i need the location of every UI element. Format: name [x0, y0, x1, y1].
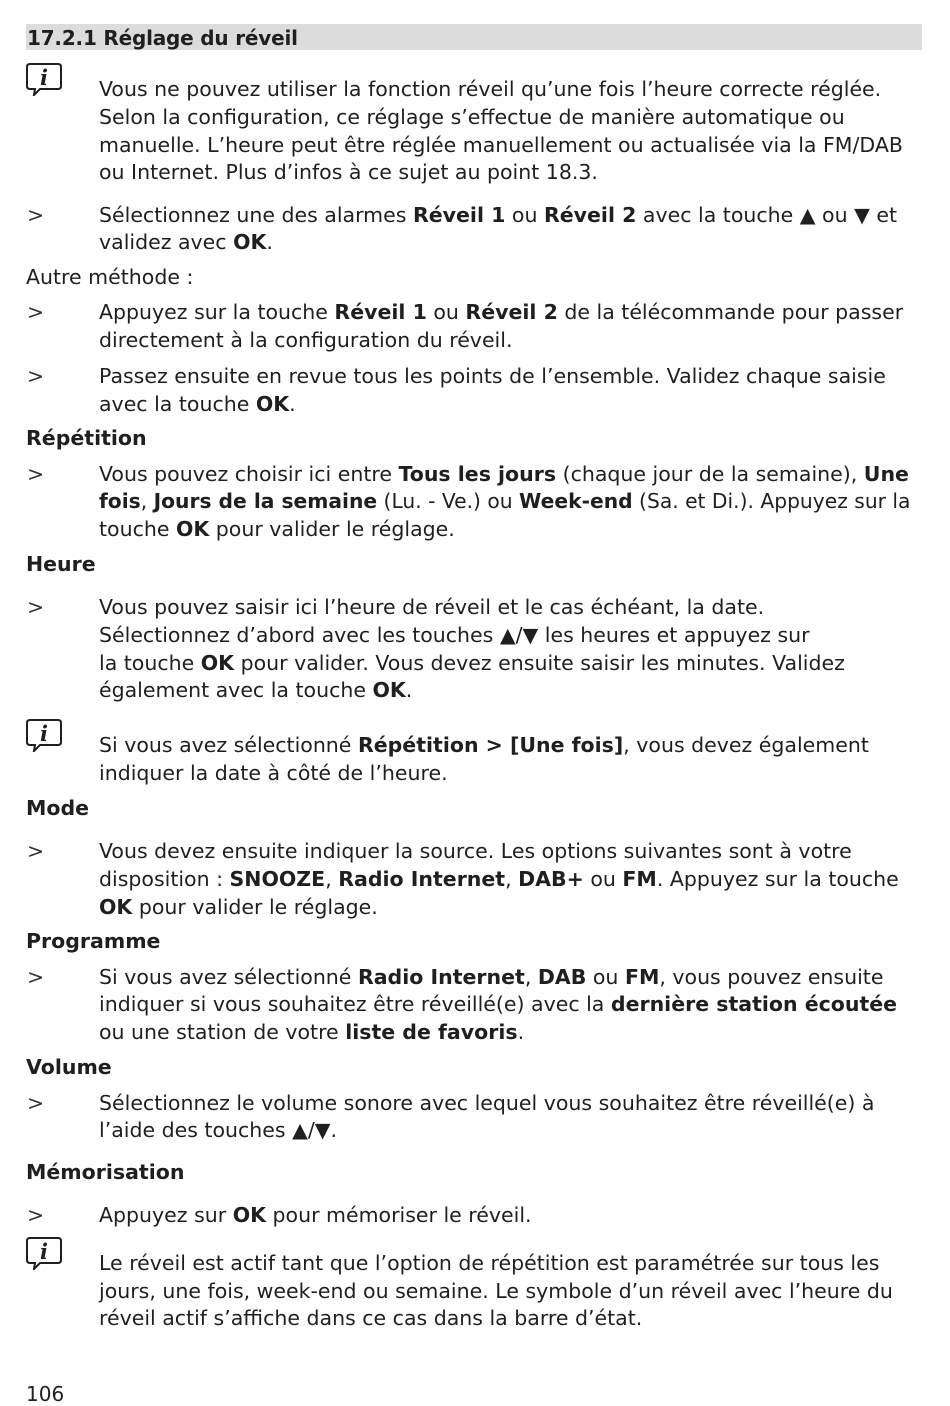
- repetition-line-2: fois, Jours de la semaine (Lu. - Ve.) ou Week-end (Sa. et Di.). Appuyez sur la: [99, 489, 911, 513]
- info2-line-2: indiquer la date à côté de l’heure.: [99, 761, 448, 785]
- info1-line-4: ou Internet. Plus d’infos à ce sujet au point 18.3.: [99, 160, 598, 184]
- mode-line-2: disposition : SNOOZE, Radio Internet, DAB+ ou FM. Appuyez sur la touche: [99, 867, 899, 891]
- info-icon: [26, 62, 62, 96]
- step1-line-1: Sélectionnez une des alarmes Réveil 1 ou Réveil 2 avec la touche ▲ ou ▼ et: [99, 203, 898, 227]
- repetition-line-1: Vous pouvez choisir ici entre Tous les jours (chaque jour de la semaine), Une: [99, 462, 909, 486]
- bullet-marker: >: [27, 364, 45, 388]
- page-number: 106: [26, 1382, 65, 1406]
- volume-line-2: l’aide des touches ▲/▼.: [99, 1118, 338, 1142]
- heure-line-3: la touche OK pour valider. Vous devez ensuite saisir les minutes. Validez: [99, 651, 845, 675]
- bullet-marker: >: [27, 1091, 45, 1115]
- mode-heading: Mode: [26, 796, 90, 820]
- step3-line-2: avec la touche OK.: [99, 392, 296, 416]
- memorisation-line-1: Appuyez sur OK pour mémoriser le réveil.: [99, 1203, 532, 1227]
- step2-line-1: Appuyez sur la touche Réveil 1 ou Réveil 2 de la télécommande pour passer: [99, 300, 904, 324]
- mode-line-1: Vous devez ensuite indiquer la source. Les options suivantes sont à votre: [99, 839, 852, 863]
- info3-line-2: jours, une fois, week-end ou semaine. Le symbole d’un réveil avec l’heure du: [99, 1279, 893, 1303]
- step2-line-2: directement à la configuration du réveil.: [99, 328, 513, 352]
- svg-text:i: i: [40, 721, 48, 746]
- section-header-bar: [26, 24, 922, 50]
- info1-line-1: Vous ne pouvez utiliser la fonction réveil qu’une fois l’heure correcte réglée.: [99, 77, 882, 101]
- bullet-marker: >: [27, 1203, 45, 1227]
- bullet-marker: >: [27, 300, 45, 324]
- programme-line-2: indiquer si vous souhaitez être réveillé(e) avec la dernière station écoutée: [99, 992, 898, 1016]
- info3-line-1: Le réveil est actif tant que l’option de répétition est paramétrée sur tous les: [99, 1251, 880, 1275]
- volume-heading: Volume: [26, 1055, 112, 1079]
- heure-line-4: également avec la touche OK.: [99, 678, 413, 702]
- step1-line-2: validez avec OK.: [99, 230, 273, 254]
- info2-line-1: Si vous avez sélectionné Répétition > [Une fois], vous devez également: [99, 733, 869, 757]
- volume-line-1: Sélectionnez le volume sonore avec lequel vous souhaitez être réveillé(e) à: [99, 1091, 875, 1115]
- svg-text:i: i: [40, 1239, 48, 1264]
- heure-line-2: Sélectionnez d’abord avec les touches ▲/▼ les heures et appuyez sur: [99, 623, 810, 647]
- programme-line-3: ou une station de votre liste de favoris.: [99, 1020, 525, 1044]
- programme-heading: Programme: [26, 929, 161, 953]
- info-icon: [26, 718, 62, 752]
- alt-method-label: Autre méthode :: [26, 265, 194, 289]
- info-icon: [26, 1236, 62, 1270]
- heure-heading: Heure: [26, 552, 96, 576]
- bullet-marker: >: [27, 462, 45, 486]
- svg-text:i: i: [40, 65, 48, 90]
- bullet-marker: >: [27, 203, 45, 227]
- programme-line-1: Si vous avez sélectionné Radio Internet, DAB ou FM, vous pouvez ensuite: [99, 965, 884, 989]
- step3-line-1: Passez ensuite en revue tous les points de l’ensemble. Validez chaque saisie: [99, 364, 886, 388]
- heure-line-1: Vous pouvez saisir ici l’heure de réveil et le cas échéant, la date.: [99, 595, 765, 619]
- info1-line-2: Selon la configuration, ce réglage s’effectue de manière automatique ou: [99, 105, 845, 129]
- bullet-marker: >: [27, 595, 45, 619]
- section-title: 17.2.1 Réglage du réveil: [27, 26, 298, 50]
- info1-line-3: manuelle. L’heure peut être réglée manuellement ou actualisée via la FM/DAB: [99, 133, 903, 157]
- repetition-line-3: touche OK pour valider le réglage.: [99, 517, 455, 541]
- repetition-heading: Répétition: [26, 426, 147, 450]
- bullet-marker: >: [27, 839, 45, 863]
- mode-line-3: OK pour valider le réglage.: [99, 895, 378, 919]
- info3-line-3: réveil actif s’affiche dans ce cas dans la barre d’état.: [99, 1306, 643, 1330]
- memorisation-heading: Mémorisation: [26, 1160, 185, 1184]
- bullet-marker: >: [27, 965, 45, 989]
